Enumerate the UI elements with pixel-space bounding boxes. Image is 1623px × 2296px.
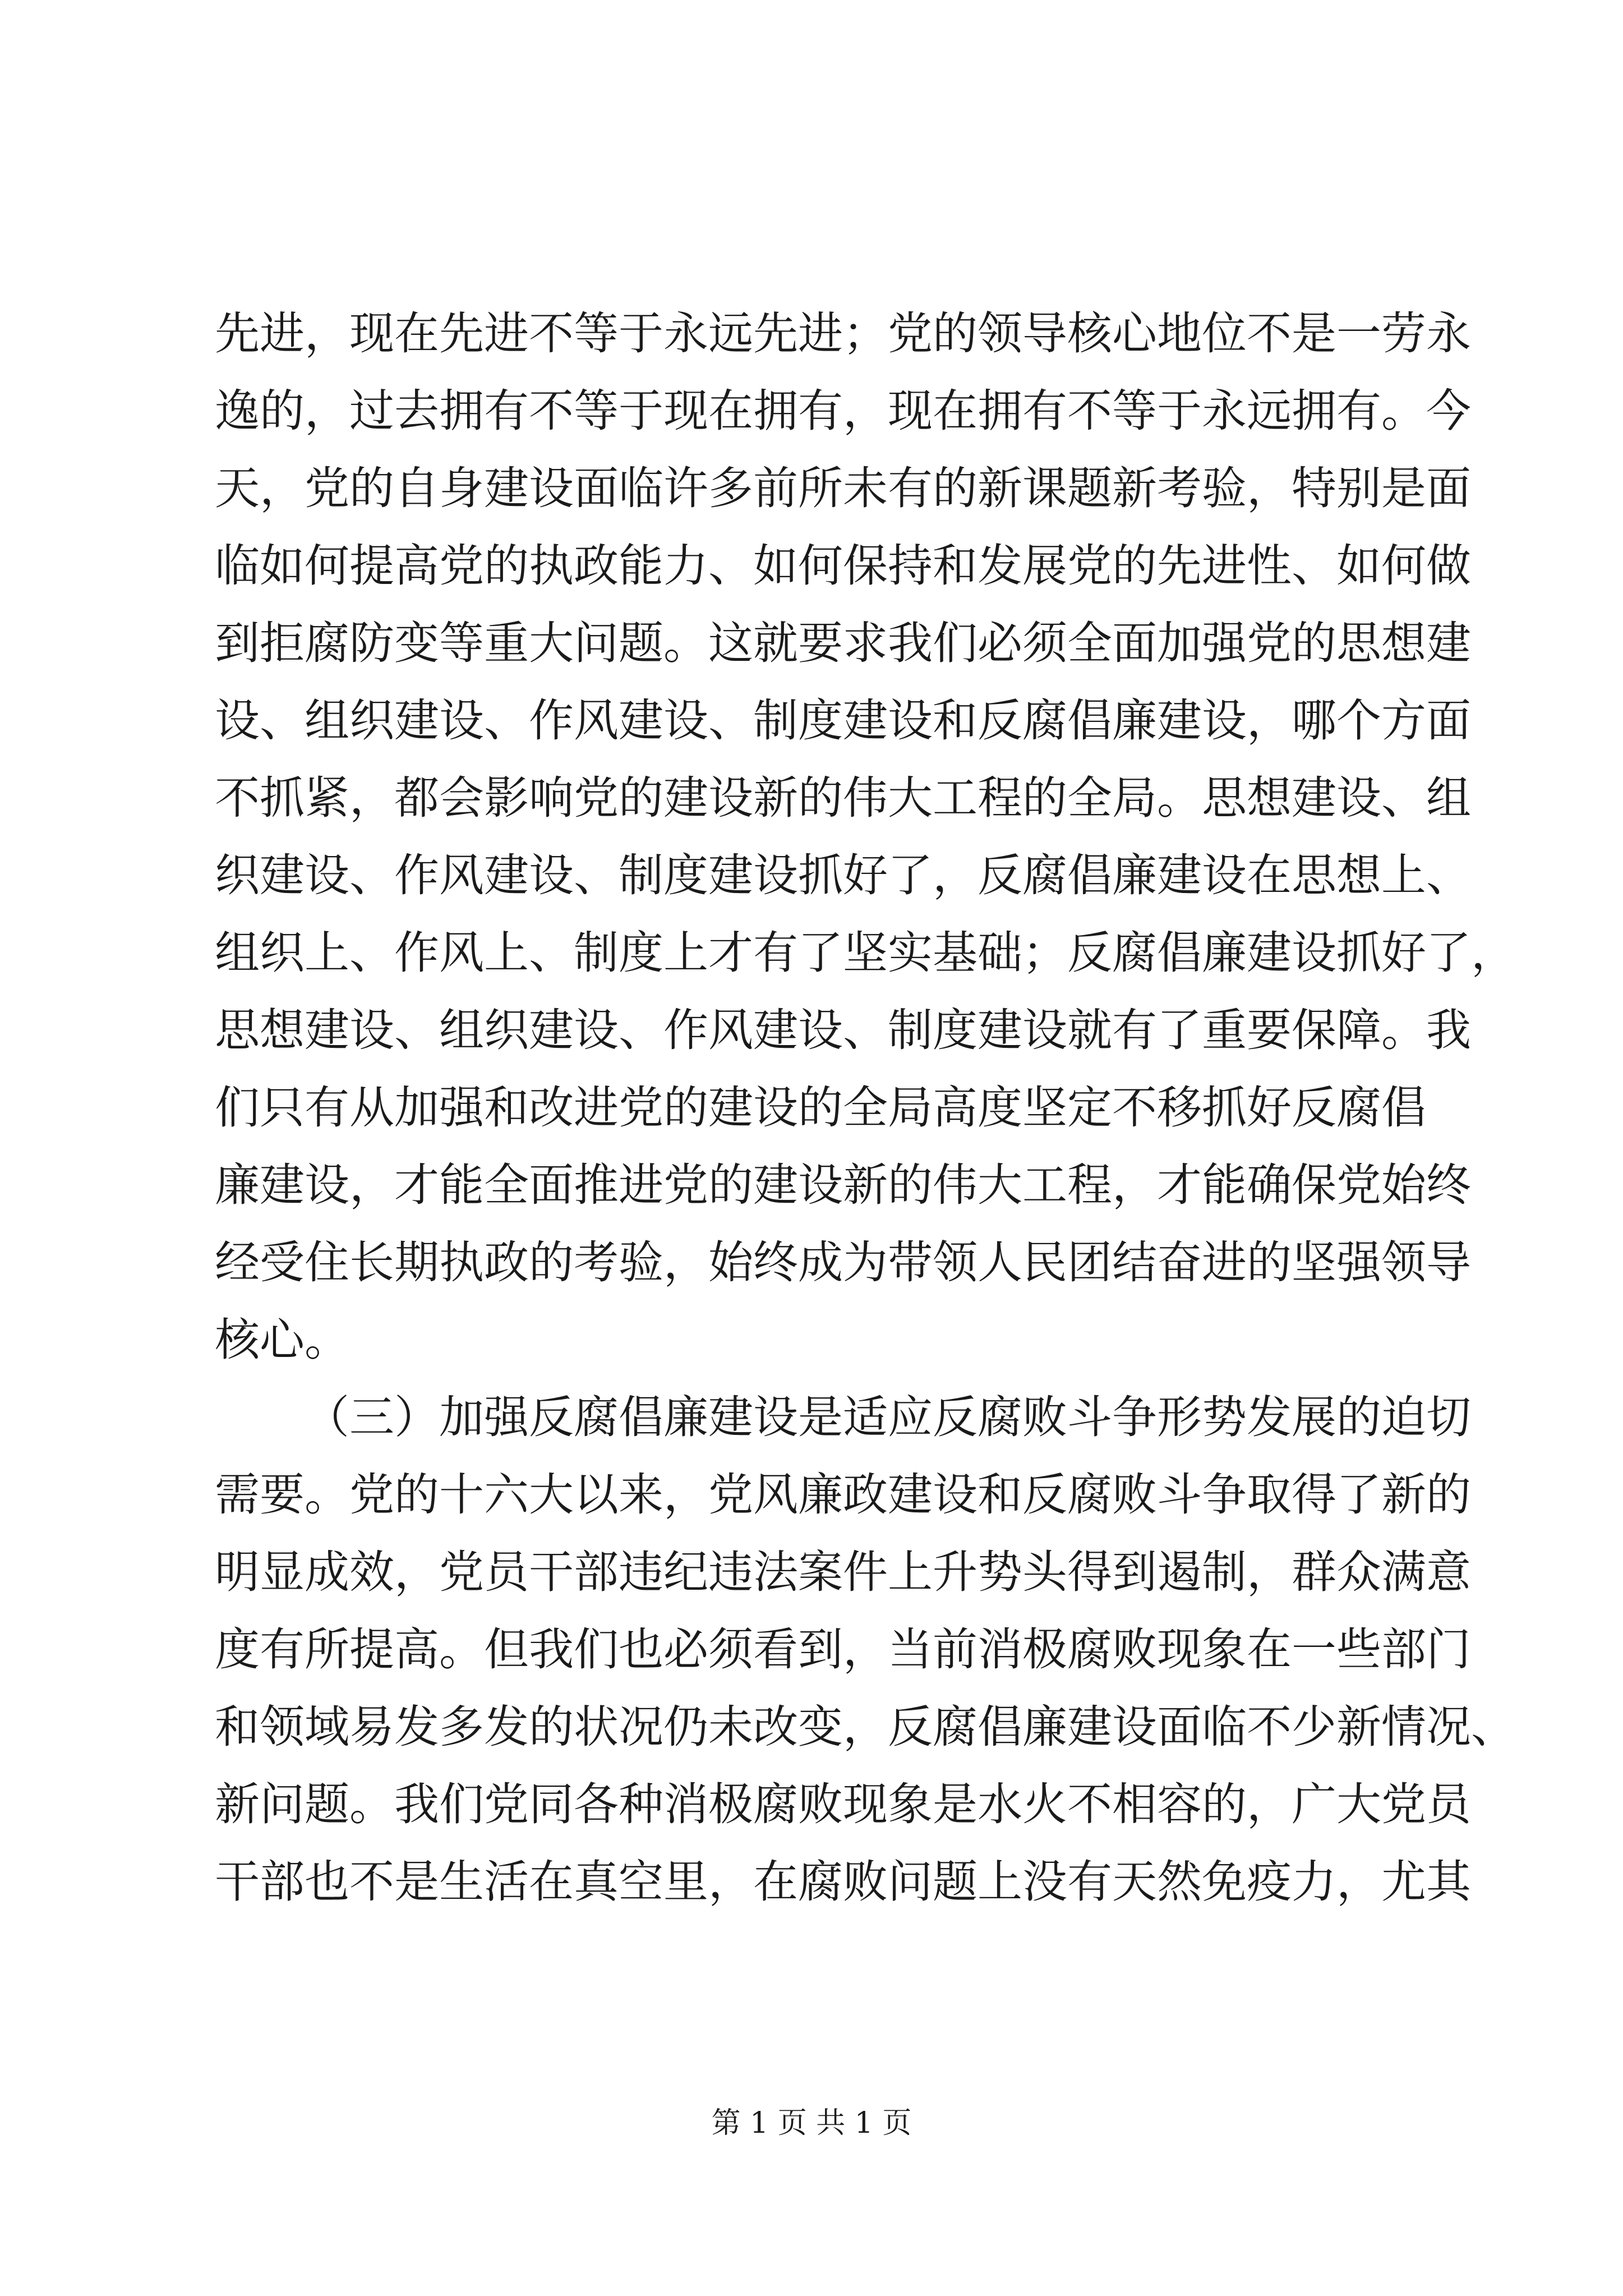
text-line: 们只有从加强和改进党的建设的全局高度坚定不移抓好反腐倡 bbox=[215, 1082, 1426, 1134]
text-line: 度有所提高。但我们也必须看到，当前消极腐败现象在一些部门 bbox=[215, 1623, 1471, 1676]
text-line: 新问题。我们党同各种消极腐败现象是水火不相容的，广大党员 bbox=[215, 1778, 1471, 1830]
text-line: 干部也不是生活在真空里，在腐败问题上没有天然免疫力，尤其 bbox=[215, 1856, 1471, 1908]
text-line: 先进，现在先进不等于永远先进；党的领导核心地位不是一劳永 bbox=[215, 307, 1471, 360]
text-line: （三）加强反腐倡廉建设是适应反腐败斗争形势发展的迫切 bbox=[305, 1391, 1471, 1443]
text-line: 天，党的自身建设面临许多前所未有的新课题新考验，特别是面 bbox=[215, 462, 1471, 514]
text-line: 逸的，过去拥有不等于现在拥有，现在拥有不等于永远拥有。今 bbox=[215, 385, 1471, 437]
text-line: 设、组织建设、作风建设、制度建设和反腐倡廉建设，哪个方面 bbox=[215, 694, 1471, 747]
text-line: 需要。党的十六大以来，党风廉政建设和反腐败斗争取得了新的 bbox=[215, 1469, 1471, 1521]
text-line: 和领域易发多发的状况仍未改变，反腐倡廉建设面临不少新情况、 bbox=[215, 1701, 1516, 1753]
text-line: 组织上、作风上、制度上才有了坚实基础；反腐倡廉建设抓好了， bbox=[215, 927, 1516, 979]
text-line: 核心。 bbox=[215, 1314, 349, 1366]
text-line: 廉建设，才能全面推进党的建设新的伟大工程，才能确保党始终 bbox=[215, 1159, 1471, 1211]
text-line: 不抓紧，都会影响党的建设新的伟大工程的全局。思想建设、组 bbox=[215, 772, 1471, 824]
page-footer: 第 1 页 共 1 页 bbox=[711, 2106, 912, 2140]
text-line: 织建设、作风建设、制度建设抓好了，反腐倡廉建设在思想上、 bbox=[215, 849, 1471, 901]
text-line: 到拒腐防变等重大问题。这就要求我们必须全面加强党的思想建 bbox=[215, 617, 1471, 669]
text-line: 明显成效，党员干部违纪违法案件上升势头得到遏制，群众满意 bbox=[215, 1546, 1471, 1598]
text-line: 思想建设、组织建设、作风建设、制度建设就有了重要保障。我 bbox=[215, 1004, 1471, 1056]
text-line: 临如何提高党的执政能力、如何保持和发展党的先进性、如何做 bbox=[215, 540, 1471, 592]
text-line: 经受住长期执政的考验，始终成为带领人民团结奋进的坚强领导 bbox=[215, 1236, 1471, 1289]
